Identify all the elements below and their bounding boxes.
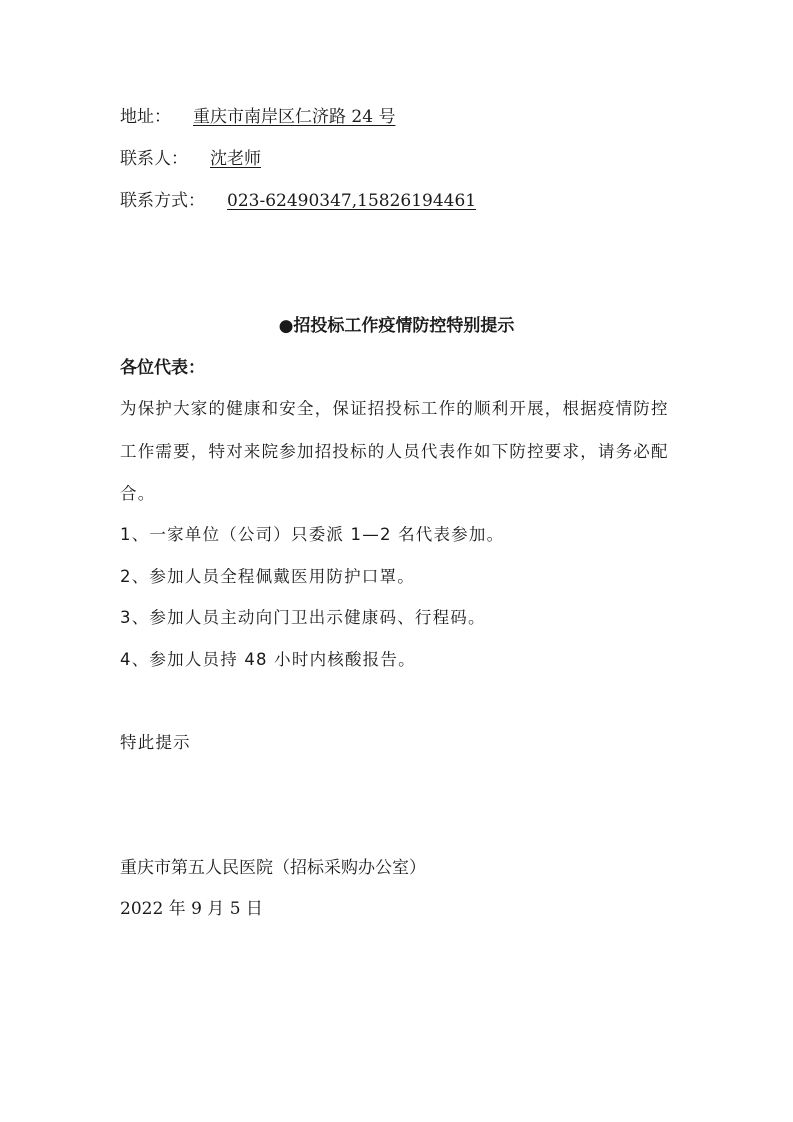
notice-closing: 特此提示 <box>120 733 191 752</box>
contact-person <box>120 147 261 171</box>
signature-organization: 重庆市第五人民医院（招标采购办公室） <box>120 858 426 878</box>
person-label: 联系人： <box>120 149 188 169</box>
person-value: 沈老师 <box>210 149 261 169</box>
notice-title: ●招投标工作疫情防控特别提示 <box>278 316 515 336</box>
address-label: 地址： <box>120 107 171 127</box>
notice-item-3: 3、参加人员主动向门卫出示健康码、行程码。 <box>120 608 486 627</box>
phone-value: 023-62490347,15826194461 <box>227 191 477 211</box>
notice-item-4: 4、参加人员持 48 小时内核酸报告。 <box>120 650 416 669</box>
notice-intro-line-2: 工作需要，特对来院参加招投标的人员代表作如下防控要求，请务必配 <box>120 442 669 461</box>
contact-phone <box>120 189 476 213</box>
address-value: 重庆市南岸区仁济路 24 号 <box>193 107 396 127</box>
notice-intro-line-3: 合。 <box>120 484 156 503</box>
notice-salutation: 各位代表： <box>120 358 205 378</box>
notice-intro-line-1: 为保护大家的健康和安全，保证招投标工作的顺利开展，根据疫情防控 <box>120 399 669 418</box>
notice-item-1: 1、一家单位（公司）只委派 1—2 名代表参加。 <box>120 525 505 544</box>
contact-address <box>120 105 395 129</box>
signature-date: 2022 年 9 月 5 日 <box>120 899 263 919</box>
phone-label: 联系方式： <box>120 191 205 211</box>
notice-item-2: 2、参加人员全程佩戴医用防护口罩。 <box>120 567 415 586</box>
